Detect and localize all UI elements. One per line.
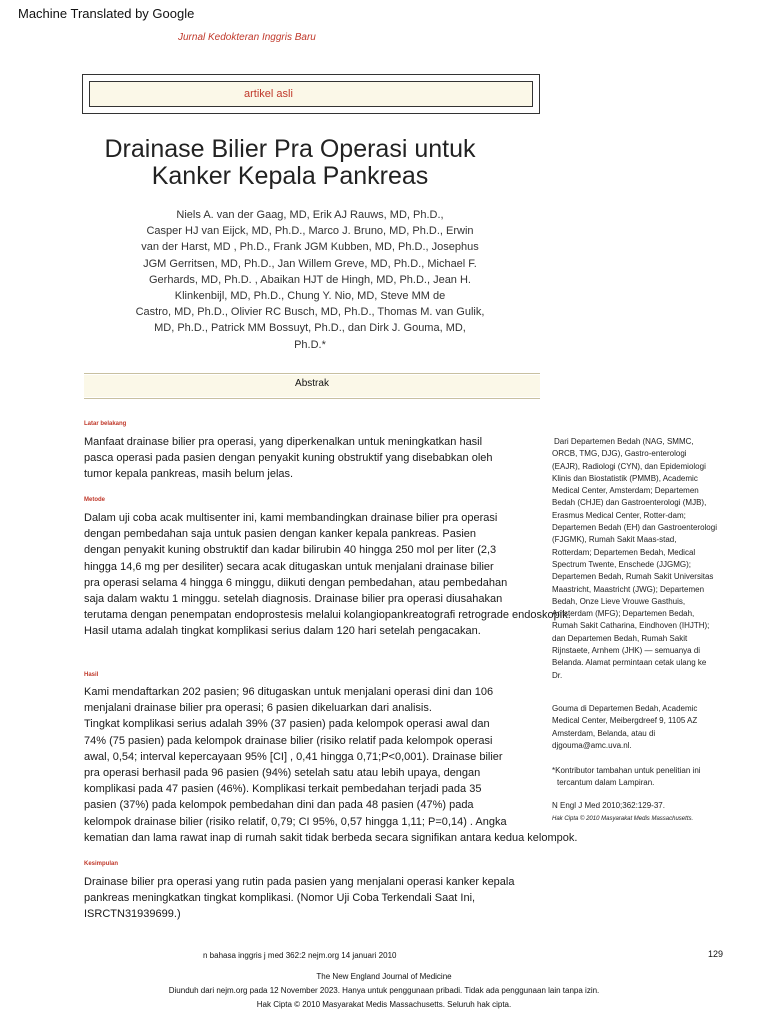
author-line: Niels A. van der Gaag, MD, Erik AJ Rauws, MD, Ph.D.,: [176, 209, 444, 221]
address-line: Amsterdam, Belanda, atau di: [552, 728, 656, 738]
affiliation-line: Rijnstaete, Arnhem (JHK) — semuanya di: [552, 646, 701, 656]
text-line: pra operasi berhasil pada 96 pasien (94%) setelah satu atau lebih upaya, dengan: [84, 767, 481, 780]
text-line: hingga 14,6 mg per desiliter) secara acak ditugaskan untuk menjalani drainase bilier: [84, 560, 494, 573]
author-list: [100, 207, 520, 353]
article-type-box: [82, 74, 540, 114]
title-line: Kanker Kepala Pankreas: [151, 162, 429, 190]
section-label-results: Hasil: [84, 672, 99, 678]
affiliation-line: Rotterdam; Departemen Bedah, Medical: [552, 547, 696, 557]
text-line: saja dalam waktu 1 minggu. setelah diagnosis. Drainase bilier pra operasi diusahakan: [84, 593, 503, 606]
affiliation-line: Bedah, Onze Lieve Vrouwe Gasthuis,: [552, 596, 686, 606]
address-line: Gouma di Departemen Bedah, Academic: [552, 704, 698, 713]
text-line: ISRCTN31939699.): [84, 908, 181, 921]
background-text: [84, 434, 554, 483]
text-line: kelompok drainase bilier (risiko relatif, 0,79; CI 95%, 0,57 hingga 1,11; P=0,14) . Angka: [84, 815, 507, 828]
abstract-rule-bottom: [84, 398, 540, 399]
text-line: Tingkat komplikasi serius adalah 39% (37 pasien) pada kelompok operasi awal dan: [84, 718, 490, 731]
text-line: awal, 0,54; interval kepercayaan 95% [CI] , 0,41 hingga 0,71;P<0,001). Drainase bilier: [84, 750, 503, 763]
text-line: pankreas meningkatkan tingkat komplikasi. (Nomor Uji Coba Terkendali Saat Ini,: [84, 892, 476, 905]
text-line: 74% (75 pasien) pada kelompok drainase bilier (risiko relatif pada kelompok operasi: [84, 734, 493, 747]
affiliation-line: Erasmus Medical Center, Rotter-dam;: [552, 510, 686, 520]
address-line: Medical Center, Meibergdreef 9, 1105 AZ: [552, 716, 698, 726]
affiliation-line: Belanda. Alamat permintaan cetak ulang ke: [552, 658, 707, 668]
affiliation-line: (FJGMK), Rumah Sakit Maas-stad,: [552, 535, 677, 545]
author-line: Casper HJ van Eijck, MD, Ph.D., Marco J. Bruno, MD, Ph.D., Erwin: [146, 225, 474, 238]
issue-line: n bahasa inggris j med 362:2 nejm.org 14 januari 2010: [203, 951, 397, 960]
article-type-label: artikel asli: [244, 88, 293, 100]
author-line: Gerhards, MD, Ph.D. , Abaikan HJT de Hingh, MD, Ph.D., Jean H.: [149, 273, 471, 286]
affiliation-line: Medical Center, Amsterdam; Departemen: [552, 486, 699, 496]
affiliation-line: Amsterdam (MFG); Departemen Bedah,: [552, 609, 695, 619]
sidebar-copyright: Hak Cipta © 2010 Masyarakat Medis Massachusetts.: [552, 816, 694, 822]
author-line: Castro, MD, Ph.D., Olivier RC Busch, MD, Ph.D., Thomas M. van Gulik,: [135, 306, 485, 319]
text-line: pasca operasi pada pasien dengan penyakit kuning obstruktif yang disebabkan oleh: [84, 452, 493, 465]
text-line: pasien (37%) pada kelompok pembedahan dini dan pada 48 pasien (47%) pada: [84, 799, 474, 812]
conclusions-text: [84, 874, 554, 923]
text-line: komplikasi pada 47 pasien (46%). Komplikasi terkait pembedahan terjadi pada 35: [84, 783, 482, 796]
download-notice: Diunduh dari nejm.org pada 12 November 2023. Hanya untuk penggunaan pribadi. Tidak ada penggunaan lain tanpa izin.: [168, 986, 600, 995]
text-line: Kami mendaftarkan 202 pasien; 96 ditugaskan untuk menjalani operasi dini dan 106: [84, 686, 494, 698]
affiliations: [552, 436, 742, 682]
author-line: Klinkenbijl, MD, Ph.D., Chung Y. Nio, MD, Steve MM de: [174, 290, 446, 303]
text-line: Hasil utama adalah tingkat komplikasi serius dalam 120 hari setelah pengacakan.: [84, 625, 481, 638]
title-line: Drainase Bilier Pra Operasi untuk: [104, 135, 476, 163]
affiliation-line: Departemen Bedah, Rumah Sakit Universitas: [552, 572, 714, 582]
machine-translated-note: Machine Translated by Google: [18, 6, 195, 21]
author-line: Ph.D.*: [294, 338, 326, 351]
text-line: dengan penyakit kuning obstruktif dan kadar bilirubin 40 hingga 250 mol per liter (2,3: [84, 544, 497, 557]
text-line: tumor kepala pankreas, masih belum jelas.: [84, 468, 294, 481]
affiliation-line: Dr.: [552, 670, 563, 680]
abstract-heading: Abstrak: [295, 378, 329, 389]
citation: N Engl J Med 2010;362:129-37.: [552, 801, 665, 810]
article-title: [60, 136, 520, 190]
journal-name: The New England Journal of Medicine: [316, 972, 452, 981]
reprint-address: [552, 703, 742, 752]
text-line: Manfaat drainase bilier pra operasi, yang diperkenalkan untuk meningkatkan hasil: [84, 436, 483, 448]
author-line: MD, Ph.D., Patrick MM Bossuyt, Ph.D., dan Dirk J. Gouma, MD,: [154, 322, 466, 335]
journal-header: Jurnal Kedokteran Inggris Baru: [178, 32, 316, 43]
text-line: menjalani drainase bilier pra operasi; 6 pasien dikeluarkan dari analisis.: [84, 702, 432, 715]
affiliation-line: dan Departemen Bedah, Rumah Sakit: [552, 633, 688, 643]
text-line: pra operasi selama 4 hingga 6 minggu, diikuti dengan pembedahan, atau pembedahan: [84, 576, 508, 589]
address-line[interactable]: djgouma@amc.uva.nl.: [552, 740, 632, 750]
affiliation-line: Dari Departemen Bedah (NAG, SMMC,: [554, 437, 694, 446]
affiliation-line: (EAJR), Radiologi (CYN), dan Epidemiologi: [552, 461, 706, 471]
contributor-note: [552, 765, 742, 790]
affiliation-line: Spectrum Twente, Enschede (JJGMG);: [552, 559, 692, 569]
section-label-methods: Metode: [84, 497, 105, 503]
section-label-conclusions: Kesimpulan: [84, 861, 119, 867]
author-line: JGM Gerritsen, MD, Ph.D., Jan Willem Greve, MD, Ph.D., Michael F.: [143, 257, 477, 270]
affiliation-line: Bedah (CHJE) dan Gastroenterologi (MJB),: [552, 498, 707, 508]
text-line: terutama dengan penempatan endoprostesis melalui kolangiopankreatografi retrograde endoskopik.: [84, 609, 571, 622]
contributor-line: *Kontributor tambahan untuk penelitian ini: [552, 766, 701, 775]
section-label-background: Latar belakang: [84, 421, 127, 427]
text-line: dengan pembedahan saja untuk pasien dengan kanker kepala pankreas. Pasien: [84, 528, 477, 541]
page-number: 129: [708, 949, 724, 959]
text-line: kematian dan lama rawat inap di rumah sakit tidak berbeda secara signifikan antara kedua kelompok.: [84, 831, 578, 844]
abstract-rule-top: [84, 373, 540, 374]
affiliation-line: Rumah Sakit Catharina, Eindhoven (IHJTH);: [552, 621, 710, 631]
affiliation-line: Klinis dan Biostatistik (PMMB), Academic: [552, 473, 698, 483]
author-line: van der Harst, MD , Ph.D., Frank JGM Kubben, MD, Ph.D., Josephus: [141, 241, 479, 254]
affiliation-line: Departemen Bedah (EH) dan Gastroenterologi: [552, 523, 717, 533]
text-line: Dalam uji coba acak multisenter ini, kami membandingkan drainase bilier pra operasi: [84, 512, 498, 524]
affiliation-line: ORCB, TMG, DJG), Gastro-enterologi: [552, 449, 687, 459]
affiliation-line: Maastricht, Maastricht (JWG); Departemen: [552, 584, 705, 594]
contributor-line: tercantum dalam Lampiran.: [557, 778, 655, 788]
footer-copyright: Hak Cipta © 2010 Masyarakat Medis Massachusetts. Seluruh hak cipta.: [256, 1000, 512, 1009]
text-line: Drainase bilier pra operasi yang rutin pada pasien yang menjalani operasi kanker kepala: [84, 876, 515, 888]
